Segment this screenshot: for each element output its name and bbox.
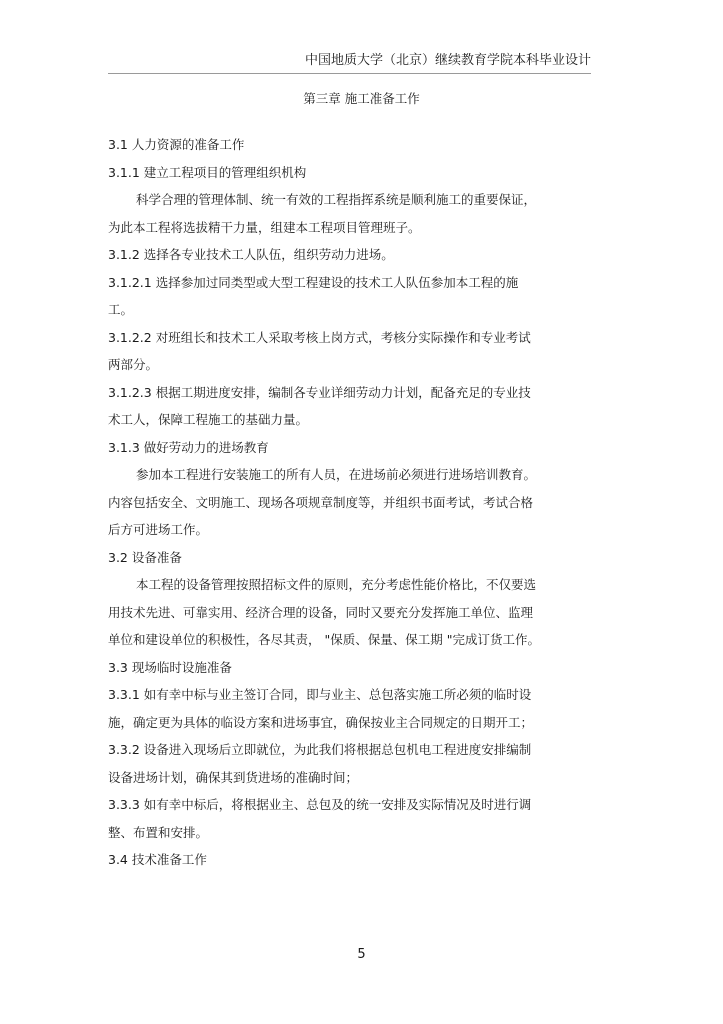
body-text bbox=[108, 131, 578, 874]
text-line: 3.3.2 设备进入现场后立即就位，为此我们将根据总包机电工程进度安排编制 bbox=[108, 742, 532, 757]
text-line: 3.1 人力资源的准备工作 bbox=[108, 137, 245, 152]
text-line: 本工程的设备管理按照招标文件的原则，充分考虑性能价格比，不仅要选 bbox=[136, 577, 537, 592]
text-line: 3.1.2.3 根据工期进度安排，编制各专业详细劳动力计划，配备充足的专业技 bbox=[108, 384, 531, 400]
chapter-title: 第三章 施工准备工作 bbox=[303, 91, 420, 106]
page-number: 5 bbox=[357, 947, 366, 962]
text-line: 3.3 现场临时设施准备 bbox=[108, 659, 232, 675]
text-line: 3.1.2 选择各专业技术工人队伍，组织劳动力进场。 bbox=[108, 247, 394, 262]
text-line: 为此本工程将选拔精干力量，组建本工程项目管理班子。 bbox=[108, 219, 421, 235]
text-line: 3.3.3 如有幸中标后，将根据业主、总包及的统一安排及实际情况及时进行调 bbox=[108, 797, 532, 812]
text-line: 两部分。 bbox=[108, 357, 159, 372]
text-line: 3.1.2.2 对班组长和技术工人采取考核上岗方式，考核分实际操作和专业考试 bbox=[108, 329, 531, 345]
text-line: 3.4 技术准备工作 bbox=[108, 852, 207, 867]
text-line: 后方可进场工作。 bbox=[108, 522, 209, 537]
text-line: 单位和建设单位的积极性，各尽其责， "保质、保量、保工期 "完成订货工作。 bbox=[108, 632, 540, 647]
text-line: 设备进场计划，确保其到货进场的准确时间； bbox=[108, 769, 359, 785]
text-line: 3.2 设备准备 bbox=[108, 549, 182, 565]
text-line: 整、布置和安排。 bbox=[108, 824, 209, 840]
page-header: 中国地质大学（北京）继续教育学院本科毕业设计 bbox=[108, 52, 591, 74]
text-line: 用技术先进、可靠实用、经济合理的设备，同时又要充分发挥施工单位、监理 bbox=[108, 604, 534, 620]
text-line: 工。 bbox=[108, 302, 134, 317]
text-line: 3.1.2.1 选择参加过同类型或大型工程建设的技术工人队伍参加本工程的施 bbox=[108, 274, 519, 290]
text-line: 3.3.1 如有幸中标与业主签订合同，即与业主、总包落实施工所必须的临时设 bbox=[108, 687, 532, 702]
text-line: 3.1.1 建立工程项目的管理组织机构 bbox=[108, 164, 307, 180]
text-line: 参加本工程进行安装施工的所有人员，在进场前必须进行进场培训教育。 bbox=[136, 467, 537, 482]
text-line: 内容包括安全、文明施工、现场各项规章制度等，并组织书面考试，考试合格 bbox=[108, 494, 534, 510]
text-line: 施，确定更为具体的临设方案和进场事宜，确保按业主合同规定的日期开工； bbox=[108, 714, 534, 730]
text-line: 科学合理的管理体制、统一有效的工程指挥系统是顺利施工的重要保证， bbox=[136, 192, 537, 207]
text-line: 术工人，保障工程施工的基础力量。 bbox=[108, 412, 309, 427]
text-line: 3.1.3 做好劳动力的进场教育 bbox=[108, 439, 269, 455]
